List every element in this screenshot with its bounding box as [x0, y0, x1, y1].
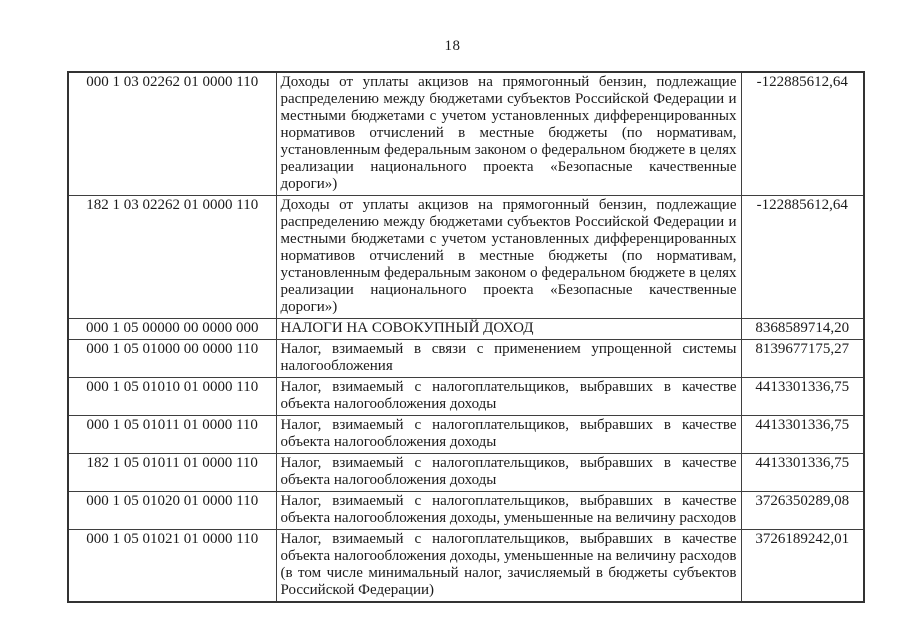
budget-code-cell: 000 1 05 01021 01 0000 110 — [68, 530, 276, 603]
amount-cell: 4413301336,75 — [741, 416, 864, 454]
table-row — [68, 378, 864, 416]
amount-cell: 3726189242,01 — [741, 530, 864, 603]
amount-cell: 3726350289,08 — [741, 492, 864, 530]
budget-code-cell: 182 1 03 02262 01 0000 110 — [68, 196, 276, 319]
description-cell: Налог, взимаемый с налогоплательщиков, выбравших в качестве объекта налогообложения доходы — [276, 416, 741, 454]
table-row — [68, 196, 864, 319]
table-row — [68, 319, 864, 340]
description-cell: Налог, взимаемый в связи с применением упрощенной системы налогообложения — [276, 340, 741, 378]
description-cell: Доходы от уплаты акцизов на прямогонный бензин, подлежащие распределению между бюджетами субъектов Российской Федерации и местными бюджетами с учетом установленных дифференцированных нормативов отчислений в местные бюджеты (по нормативам, установленным федеральным законом о федеральном бюджете в целях реализации национального проекта «Безопасные качественные дороги») — [276, 72, 741, 196]
budget-code-cell: 000 1 03 02262 01 0000 110 — [68, 72, 276, 196]
table-row — [68, 72, 864, 196]
description-cell: Налог, взимаемый с налогоплательщиков, выбравших в качестве объекта налогообложения доходы — [276, 378, 741, 416]
description-cell: Налог, взимаемый с налогоплательщиков, выбравших в качестве объекта налогообложения доходы, уменьшенные на величину расходов — [276, 492, 741, 530]
table-row — [68, 492, 864, 530]
amount-cell: 4413301336,75 — [741, 454, 864, 492]
budget-code-cell: 000 1 05 01020 01 0000 110 — [68, 492, 276, 530]
budget-code-cell: 000 1 05 01000 00 0000 110 — [68, 340, 276, 378]
amount-cell: 8139677175,27 — [741, 340, 864, 378]
table-row — [68, 454, 864, 492]
amount-cell: 4413301336,75 — [741, 378, 864, 416]
budget-code-cell: 000 1 05 01011 01 0000 110 — [68, 416, 276, 454]
table-row — [68, 340, 864, 378]
table-row — [68, 530, 864, 603]
amount-cell: -122885612,64 — [741, 72, 864, 196]
budget-revenue-table — [67, 71, 865, 603]
description-cell: Налог, взимаемый с налогоплательщиков, выбравших в качестве объекта налогообложения доходы, уменьшенные на величину расходов (в том числе минимальный налог, зачисляемый в бюджеты субъектов Российской Федерации) — [276, 530, 741, 603]
budget-code-cell: 000 1 05 01010 01 0000 110 — [68, 378, 276, 416]
budget-code-cell: 182 1 05 01011 01 0000 110 — [68, 454, 276, 492]
description-cell: НАЛОГИ НА СОВОКУПНЫЙ ДОХОД — [276, 319, 741, 340]
description-cell: Налог, взимаемый с налогоплательщиков, выбравших в качестве объекта налогообложения доходы — [276, 454, 741, 492]
description-cell: Доходы от уплаты акцизов на прямогонный бензин, подлежащие распределению между бюджетами субъектов Российской Федерации и местными бюджетами с учетом установленных дифференцированных нормативов отчислений в местные бюджеты (по нормативам, установленным федеральным законом о федеральном бюджете в целях реализации национального проекта «Безопасные качественные дороги») — [276, 196, 741, 319]
budget-code-cell: 000 1 05 00000 00 0000 000 — [68, 319, 276, 340]
page-number: 18 — [444, 38, 461, 54]
amount-cell: 8368589714,20 — [741, 319, 864, 340]
amount-cell: -122885612,64 — [741, 196, 864, 319]
table-row — [68, 416, 864, 454]
